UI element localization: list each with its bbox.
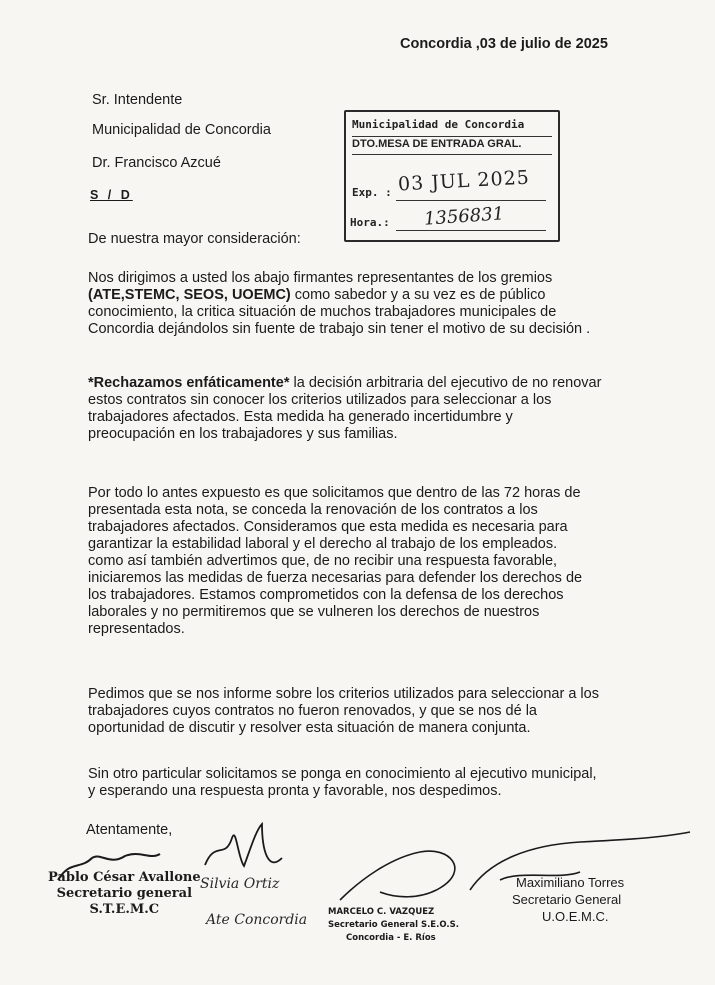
recipient-name: Dr. Francisco Azcué (92, 155, 221, 171)
paragraph-line: iniciaremos las medidas de fuerza necesarias para defender los derechos de (88, 570, 583, 586)
handwritten-org: Ate Concordia (206, 912, 308, 928)
signer-org: S.T.E.M.C (89, 902, 160, 917)
paragraph-line: trabajadores afectados. Consideramos que esta medida es necesaria para (88, 519, 568, 535)
closing: Atentamente, (86, 822, 173, 838)
stamp-title: Municipalidad de Concordia (352, 118, 525, 131)
emphasis-text: *Rechazamos enfáticamente* (88, 375, 290, 391)
recipient-sd: S / D (90, 188, 133, 202)
paragraph-line: y esperando una respuesta pronta y favorable, nos despedimos. (88, 783, 502, 799)
paragraph-line: como así también advertimos que, de no recibir una respuesta favorable, (88, 553, 558, 569)
signer-role: Secretario General (512, 892, 622, 907)
paragraph-line: representados. (88, 621, 185, 637)
paragraph-line: *Rechazamos enfáticamente* la decisión arbitraria del ejecutivo de no renovar (88, 375, 602, 391)
signature-scribble-2 (205, 824, 282, 866)
salutation: De nuestra mayor consideración: (88, 231, 301, 247)
unions-list: (ATE,STEMC, SEOS, UOEMC) (88, 287, 291, 303)
signer-org: U.O.E.M.C. (542, 909, 609, 924)
paragraph-line: oportunidad de discutir y resolver esta situación de manera conjunta. (88, 720, 531, 736)
paragraph-line: conocimiento, la critica situación de muchos trabajadores municipales de (88, 304, 557, 320)
stamp-hora-label: Hora.: (350, 216, 390, 229)
stamp-subtitle: DTO.MESA DE ENTRADA GRAL. (352, 138, 522, 150)
paragraph-line: presentada esta nota, se conceda la renovación de los contratos a los (88, 502, 538, 518)
paragraph-line: estos contratos sin conocer los criterios utilizados para seleccionar a los (88, 392, 552, 408)
paragraph-line: Pedimos que se nos informe sobre los criterios utilizados para seleccionar a los (88, 686, 599, 702)
signature-block-stemc (48, 870, 201, 918)
paragraph-line: (ATE,STEMC, SEOS, UOEMC) como sabedor y a su vez es de público (88, 287, 546, 303)
paragraph-line: Por todo lo antes expuesto es que solicitamos que dentro de las 72 horas de (88, 485, 581, 501)
paragraph-line: trabajadores afectados. Esta medida ha generado incertidumbre y (88, 409, 513, 425)
paragraph-line: preocupación en los trabajadores y sus familias. (88, 426, 398, 442)
paragraph-line: Nos dirigimos a usted los abajo firmantes representantes de los gremios (88, 270, 553, 286)
signer-role: Secretario general (56, 886, 193, 901)
paragraph-line: los trabajadores. Estamos comprometidos con la defensa de los derechos (88, 587, 564, 603)
recipient-title: Sr. Intendente (92, 92, 183, 108)
signer-name: MARCELO C. VAZQUEZ (328, 907, 435, 917)
signer-place: Concordia - E. Ríos (346, 933, 436, 943)
paragraph-line: Concordia dejándolos sin fuente de trabajo sin tener el motivo de su decisión . (88, 321, 591, 337)
paragraph-line: Sin otro particular solicitamos se ponga en conocimiento al ejecutivo municipal, (88, 766, 597, 782)
handwritten-name: Silvia Ortiz (200, 876, 280, 892)
stamp-hora-value: 1356831 (423, 203, 505, 230)
paragraph-line: garantizar la estabilidad laboral y el derecho al trabajo de los empleados. (88, 536, 558, 552)
signature-scribble-3 (340, 851, 455, 900)
paragraph-line: trabajadores cuyos contratos no fueron renovados, y que se nos dé la (88, 703, 537, 719)
stamp-exp-label: Exp. : (352, 186, 392, 199)
recipient-institution: Municipalidad de Concordia (92, 122, 271, 138)
signer-role: Secretario General S.E.O.S. (328, 920, 459, 930)
signer-name: Maximiliano Torres (516, 875, 625, 890)
letter-date: Concordia ,03 de julio de 2025 (400, 36, 608, 52)
paragraph-line: laborales y no permitiremos que se vulneren los derechos de nuestros (88, 604, 540, 620)
stamp-exp-value: 03 JUL 2025 (397, 166, 531, 196)
signature-block-seos (328, 906, 459, 945)
signer-name: Pablo César Avallone (48, 870, 201, 885)
signature-block-uoemc (512, 874, 624, 925)
